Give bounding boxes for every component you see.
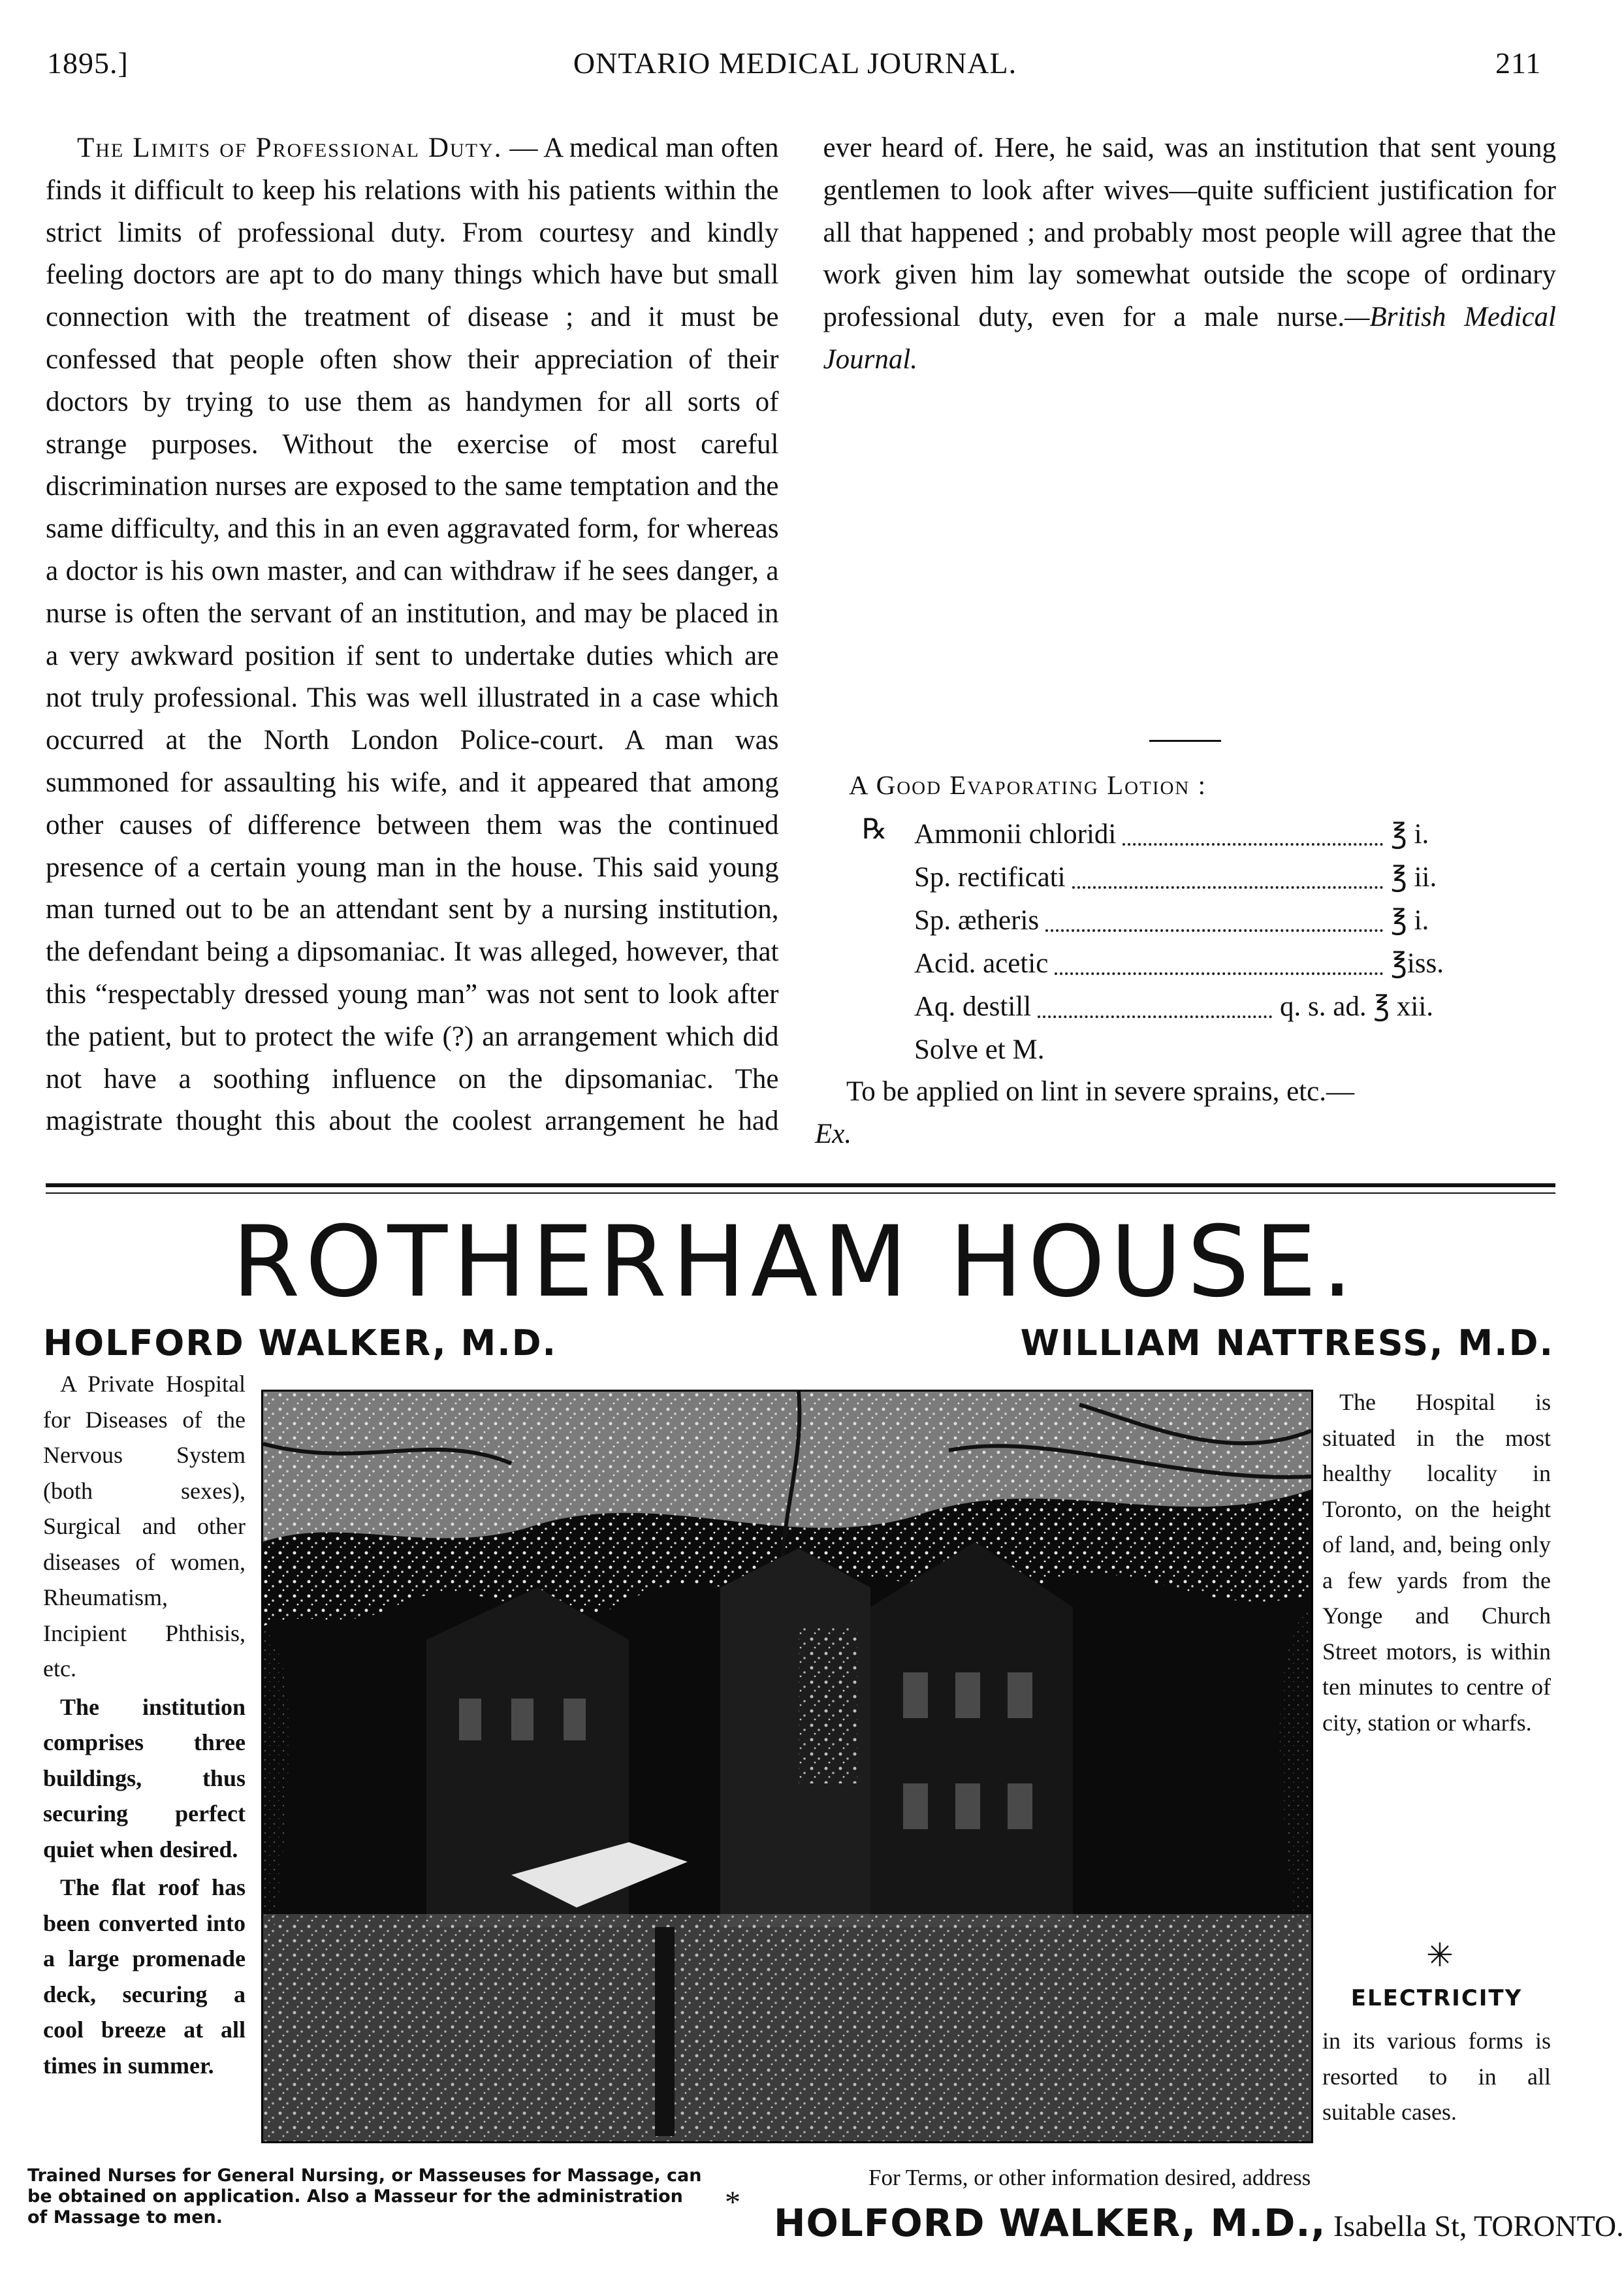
- leader-dots: [1072, 856, 1383, 889]
- lotion-source: Ex.: [815, 1118, 852, 1149]
- ingredient-name: Sp. ætheris: [914, 905, 1040, 936]
- ingredient-dose: q. s. ad. ℥ xii.: [1280, 991, 1434, 1022]
- doctor-left: HOLFORD WALKER, M.D.: [43, 1322, 558, 1364]
- lotion-title: A Good Evaporating Lotion :: [849, 770, 1207, 800]
- ingredient-name: Ammonii chloridi: [914, 819, 1117, 850]
- ad-title: ROTHERHAM HOUSE.: [232, 1205, 1358, 1319]
- ingredient-dose: ℥ i.: [1391, 819, 1429, 850]
- hospital-photo-drawing: [263, 1392, 1311, 2141]
- ingredient-dose: ℥iss.: [1391, 948, 1444, 979]
- leader-dots: [1038, 985, 1272, 1018]
- lotion-ingredient: [914, 856, 1489, 899]
- lotion-final: [914, 1029, 1489, 1072]
- footer-asterisk-icon: *: [725, 2185, 740, 2220]
- page-number: 211: [1495, 46, 1542, 80]
- lotion-final-text: Solve et M.: [914, 1034, 1045, 1065]
- ad-left-paragraph: The flat roof has been converted into a large promenade deck, securing a cool breeze at all times in summer.: [43, 1874, 246, 2079]
- leader-dots: [1122, 813, 1383, 846]
- ingredient-dose: ℥ i.: [1391, 905, 1429, 936]
- lotion-note: [815, 1071, 1556, 1156]
- ad-left-paragraph: The institution comprises three buildings, thus securing perfect quiet when desired.: [43, 1693, 246, 1862]
- ingredient-name: Aq. destill: [914, 991, 1032, 1022]
- ingredient-name: Acid. acetic: [914, 948, 1049, 979]
- lotion-note-text: To be applied on lint in severe sprains, etc.—: [846, 1076, 1354, 1107]
- rx-symbol: ℞: [862, 814, 887, 845]
- leader-dots: [1055, 942, 1383, 975]
- lotion-ingredient: [914, 985, 1489, 1029]
- lotion-ingredient: [914, 942, 1489, 985]
- ad-right-paragraph: The Hospital is situated in the most healthy locality in Toronto, on the height of land, and, being only a few yards from the Yonge and Church Street motors, is within ten minutes to centre of city, station or wharfs.: [1322, 1389, 1551, 1736]
- contact-line: [774, 2201, 1624, 2245]
- ad-right-text: [1322, 1384, 1551, 1740]
- lotion-ingredient: [914, 813, 1489, 856]
- nurses-notice: Trained Nurses for General Nursing, or Masseuses for Massage, can be obtained on application. Also a Masseur for the administration of Massage to men.: [27, 2165, 702, 2227]
- electricity-heading: ELECTRICITY: [1350, 1985, 1523, 2011]
- contact-address: Isabella St, TORONTO.: [1326, 2209, 1624, 2243]
- ad-top-rule: [46, 1183, 1555, 1187]
- doctor-right: WILLIAM NATTRESS, M.D.: [1020, 1322, 1554, 1364]
- ad-left-text: [43, 1366, 246, 2083]
- ad-left-paragraph: A Private Hospital for Diseases of the Nervous System (both sexes), Surgical and other diseases of women, Rheumatism, Incipient Phthisis, etc.: [43, 1371, 246, 1682]
- journal-title: ONTARIO MEDICAL JOURNAL.: [573, 46, 1017, 80]
- contact-intro: For Terms, or other information desired, address: [868, 2165, 1311, 2190]
- ingredient-name: Sp. rectificati: [914, 862, 1066, 893]
- ad-top-rule-thin: [46, 1192, 1555, 1194]
- lotion-ingredients: [914, 813, 1489, 1072]
- section-divider: [1149, 740, 1221, 742]
- header-year: 1895.]: [47, 46, 129, 80]
- contact-name: HOLFORD WALKER, M.D.,: [774, 2201, 1326, 2245]
- ingredient-dose: ℥ ii.: [1391, 862, 1437, 893]
- article-paragraph: A medical man often finds it difficult to keep his relations with his patients within the strict limits of professional duty. From courtesy and kindly feeling doctors are apt to do many things which have but small connection with the treatment of disease ; and it must be confessed that people often show their appreciation of their doctors by trying to use them as handymen for all sorts of strange purposes. Without the exercise of most careful discrimination nurses are exposed to the same temptation and the same difficulty, and this in an even aggravated form, for whereas a doctor is his own master, and can withdraw if he sees danger, a nurse is often the servant of an institution, and may be placed in a very awkward position if sent to undertake duties which are not truly professional. This was well illustrated in a case which occurred at the North London Police-court. A man was summoned for assaulting his wife, and it appeared that among other causes of difference between them was the continued presence of a certain young man in the house. This said young man turned out to be an attendant sent by a nursing institution, the defendant being a dipsomaniac. It was alleged, however, that this “respectably dressed young man” was not sent to look after the patient, but to protect the wife (?) an arrangement which did not have a soothing influence on the dipsomaniac. The magistrate thought this about the coolest arrangement he had ever heard of. Here, he said, was an institution that sent young gentlemen to look after wives—quite sufficient justification for all that happened ; and probably most people will agree that the work given him lay somewhat outside the scope of ordinary professional duty, even for a male nurse.: [46, 133, 1556, 1137]
- lotion-ingredient: [914, 899, 1489, 942]
- article-title: The Limits of Professional Duty.: [77, 133, 503, 163]
- title-dash: —: [502, 133, 538, 163]
- asterisk-ornament-icon: ✳: [1426, 1937, 1454, 1973]
- leader-dots: [1045, 899, 1383, 932]
- article-source: —British Medical Journal.: [823, 302, 1556, 375]
- electricity-text: in its various forms is resorted to in all suitable cases.: [1322, 2028, 1551, 2125]
- hospital-photograph: [261, 1390, 1313, 2143]
